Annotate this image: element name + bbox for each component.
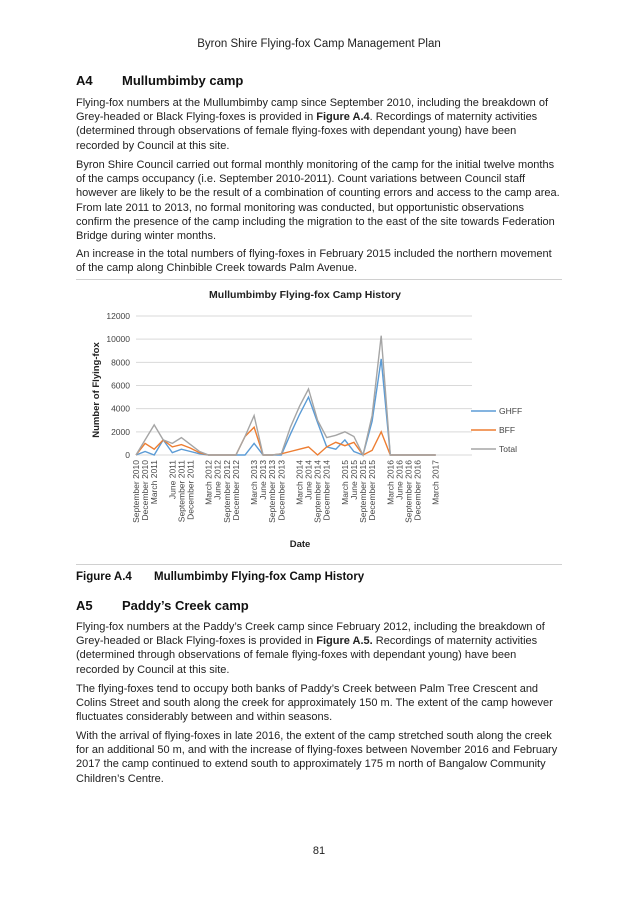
line-chart <box>76 280 562 564</box>
paragraph: An increase in the total numbers of flying-foxes in February 2015 included the northern movement of the camp along Chinbible Creek towards Palm Avenue. <box>76 248 552 275</box>
y-tick-label: 2000 <box>111 426 130 437</box>
paragraph-text: Recordings of maternity activities (determined through observations of female flying-foxes with dependant young) have been recorded by Council at this site. <box>76 635 538 676</box>
y-tick-label: 4000 <box>111 403 130 414</box>
x-tick-label: September 2013 <box>267 460 278 523</box>
section-a5-heading <box>76 598 249 613</box>
legend-label-ghff: GHFF <box>499 406 523 416</box>
paragraph <box>76 620 560 677</box>
x-tick-label: March 2017 <box>430 460 441 505</box>
section-number: A4 <box>76 73 93 88</box>
x-tick-label: December 2012 <box>230 460 241 521</box>
x-tick-label: September 2012 <box>221 460 232 523</box>
x-tick-label: March 2012 <box>203 460 214 505</box>
x-tick-label: June 2011 <box>167 460 178 500</box>
figure-reference: Figure A.4 <box>316 111 370 124</box>
page-number: 81 <box>312 845 326 857</box>
x-tick-label: June 2015 <box>348 460 359 500</box>
section-title: Paddy’s Creek camp <box>122 598 249 613</box>
paragraph-text: Flying-fox numbers at the Paddy’s Creek camp since February 2012, including the breakdown of Grey-headed or Black Flying-foxes is provided in <box>76 621 545 648</box>
figure-caption <box>76 571 364 583</box>
x-tick-label: December 2013 <box>276 460 287 521</box>
x-tick-label: September 2011 <box>176 460 187 523</box>
paragraph <box>76 96 560 153</box>
y-tick-label: 6000 <box>111 380 130 391</box>
series-line-total <box>136 336 436 455</box>
section-number: A5 <box>76 598 93 613</box>
figure-reference: Figure A.5. <box>316 635 373 648</box>
x-tick-label: March 2013 <box>249 460 260 505</box>
legend-label-bff: BFF <box>499 425 516 435</box>
x-tick-label: December 2010 <box>140 460 151 521</box>
x-tick-label: December 2011 <box>185 460 196 520</box>
paragraph-text: . Recordings of maternity activities (determined through observations of female flying-foxes with dependant young) have been recorded by Council at this site. <box>76 111 538 152</box>
y-axis-label: Number of Flying-fox <box>91 342 102 438</box>
x-tick-label: December 2015 <box>367 460 378 521</box>
x-tick-label: September 2010 <box>131 460 141 523</box>
x-tick-label: June 2013 <box>258 460 269 500</box>
x-tick-label: March 2014 <box>294 460 305 505</box>
x-tick-label: December 2016 <box>412 460 423 521</box>
x-tick-label: September 2016 <box>403 460 414 523</box>
x-tick-label: June 2012 <box>212 460 223 500</box>
y-tick-label: 12000 <box>106 311 130 321</box>
x-tick-label: September 2014 <box>312 460 323 523</box>
paragraph-text: Flying-fox numbers at the Mullumbimby camp since September 2010, including the breakdown of Grey-headed or Black Flying-foxes is provided in <box>76 97 549 124</box>
legend-label-total: Total <box>499 444 517 454</box>
chart-title: Mullumbimby Flying-fox Camp History <box>209 289 401 301</box>
paragraph: With the arrival of flying-foxes in late 2016, the extent of the camp stretched south along the creek for an additional 50 m, and with the increase of flying-foxes between November 2016 and February 2017 the camp continued to extend south to approximately 175 m north of Bangalow Community Children’s Centre. <box>76 730 558 785</box>
x-axis-label: Date <box>289 539 311 550</box>
paragraph: Byron Shire Council carried out formal monthly monitoring of the camp for the initial twelve months of the camps occupancy (i.e. September 2010-2011). Count variations between Council staff however are likely to be the result of a combination of counting errors and access to the camp area. From late 2011 to 2013, no formal monitoring was conducted, but opportunistic observations confirm the presence of the camp including the migration to the east of the site towards Federation Bridge during winter months. <box>76 159 560 243</box>
running-header: Byron Shire Flying-fox Camp Management Plan <box>197 38 441 50</box>
x-tick-label: March 2011 <box>149 460 160 505</box>
x-tick-label: June 2014 <box>303 460 314 500</box>
x-tick-label: March 2016 <box>385 460 396 505</box>
x-tick-label: December 2014 <box>321 460 332 521</box>
x-tick-label: June 2016 <box>394 460 405 500</box>
x-tick-label: September 2015 <box>358 460 368 523</box>
y-tick-label: 10000 <box>106 334 130 345</box>
y-tick-label: 8000 <box>111 357 130 368</box>
section-a4-heading <box>76 73 243 88</box>
figure-box <box>76 279 562 565</box>
paragraph: The flying-foxes tend to occupy both banks of Paddy’s Creek between Palm Tree Crescent and Colins Street and south along the creek for approximately 150 m. The extent of the camp however fluctuates considerably between and within seasons. <box>76 683 553 724</box>
y-tick-label: 0 <box>125 450 130 460</box>
section-title: Mullumbimby camp <box>122 73 244 88</box>
x-tick-label: March 2015 <box>339 460 350 505</box>
figure-caption-text: Mullumbimby Flying-fox Camp History <box>154 571 365 583</box>
figure-number: Figure A.4 <box>76 571 132 583</box>
